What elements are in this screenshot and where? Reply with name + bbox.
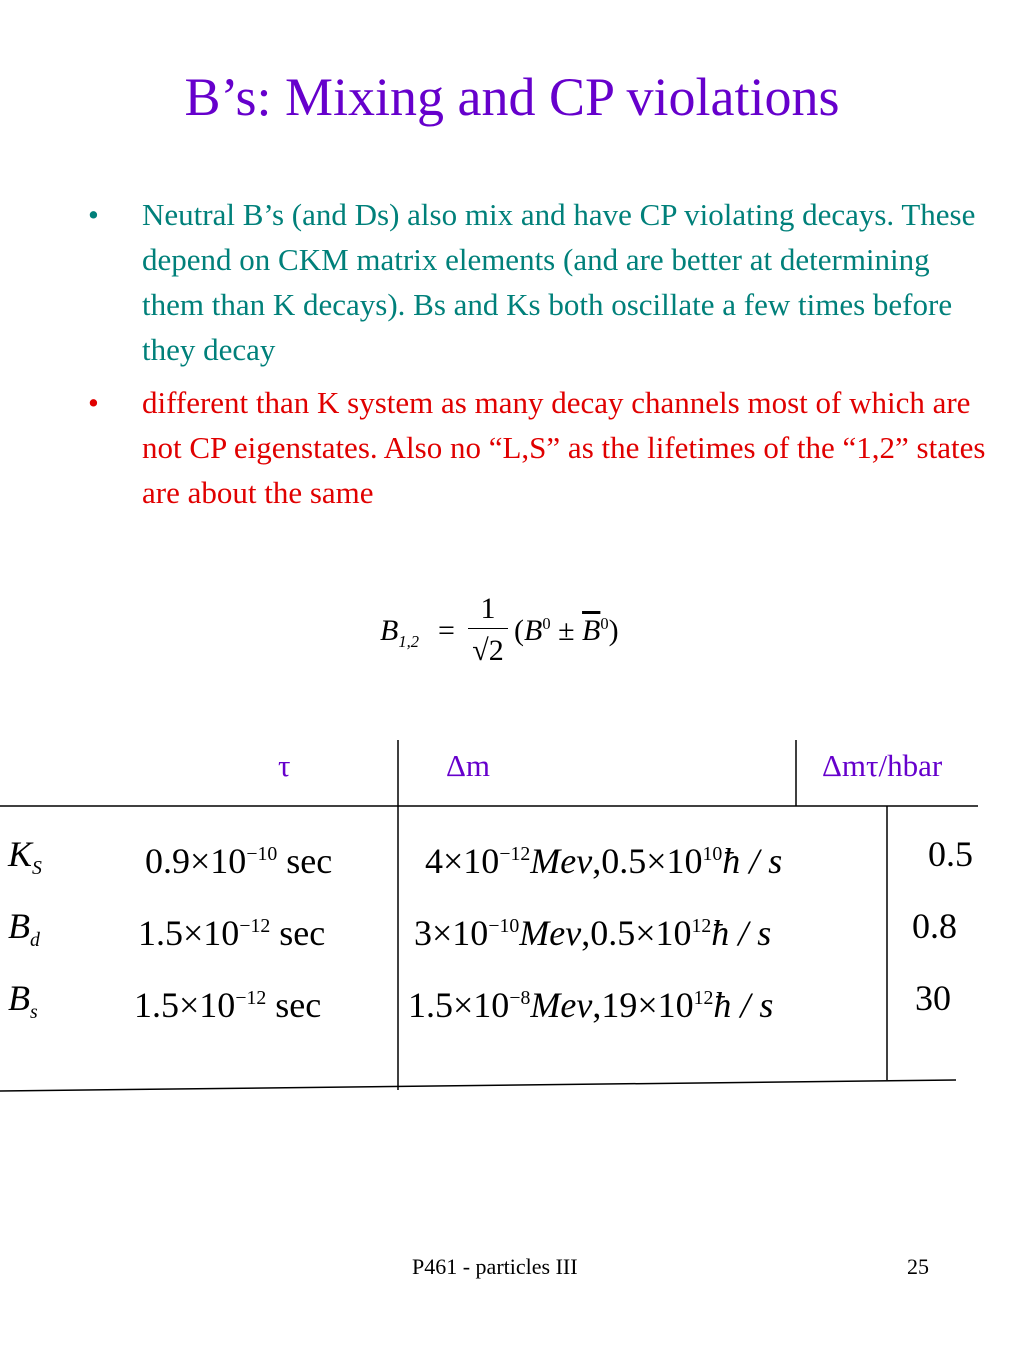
footer-page-number: 25 <box>907 1254 929 1279</box>
eq-lhs: $B_{1,2}$ <box>380 614 419 651</box>
header-dm: Δm <box>446 748 491 783</box>
bullet-text: Neutral B’s (and Ds) also mix and have CP violating decays. These depend on CKM matrix elements (and are better at determining them than K decays). Bs and Ks both oscillate a few times before they decay <box>142 197 976 367</box>
row-ratio: 0.5 <box>928 834 973 874</box>
row-ratio: 30 <box>915 978 951 1018</box>
row-tau: $0.9\times 10^{-10}$ sec <box>145 841 333 881</box>
row-particle: $B_s$ <box>8 978 38 1024</box>
row-tau: $1.5\times 10^{-12}$ sec <box>134 985 322 1025</box>
eq-rhs: $(B^0 \pm \overline{B}^0)$ <box>514 614 619 647</box>
eq-numerator: 1 <box>480 592 496 625</box>
footer-course: P461 - particles III <box>412 1254 578 1279</box>
row-ratio: 0.8 <box>912 906 957 946</box>
row-particle: $B_d$ <box>8 906 40 952</box>
slide-title: B’s: Mixing and CP violations <box>184 67 840 127</box>
header-dmtau: Δmτ/hbar <box>822 748 943 783</box>
bullet-dot: • <box>88 385 99 420</box>
row-particle: $K_S$ <box>8 834 42 880</box>
row-dm: $3\times 10^{-10}Mev,0.5\times 10^{12}ħ / s$ <box>414 913 772 953</box>
eq-equals: = <box>438 614 455 647</box>
bottom-rule <box>0 1080 956 1091</box>
eq-denominator: √2 <box>468 628 508 671</box>
row-tau: $1.5\times 10^{-12}$ sec <box>138 913 326 953</box>
row-dm: $4\times 10^{-12}Mev,0.5\times 10^{10}ħ / s$ <box>425 841 783 881</box>
bullet-dot: • <box>88 197 99 232</box>
bullet-text: different than K system as many decay channels most of which are not CP eigenstates. Also no “L,S” as the lifetimes of the “1,2” states are about the same <box>142 385 986 510</box>
row-dm: $1.5\times 10^{-8}Mev,19\times 10^{12}ħ / s$ <box>408 985 774 1025</box>
header-tau: τ <box>278 748 291 783</box>
